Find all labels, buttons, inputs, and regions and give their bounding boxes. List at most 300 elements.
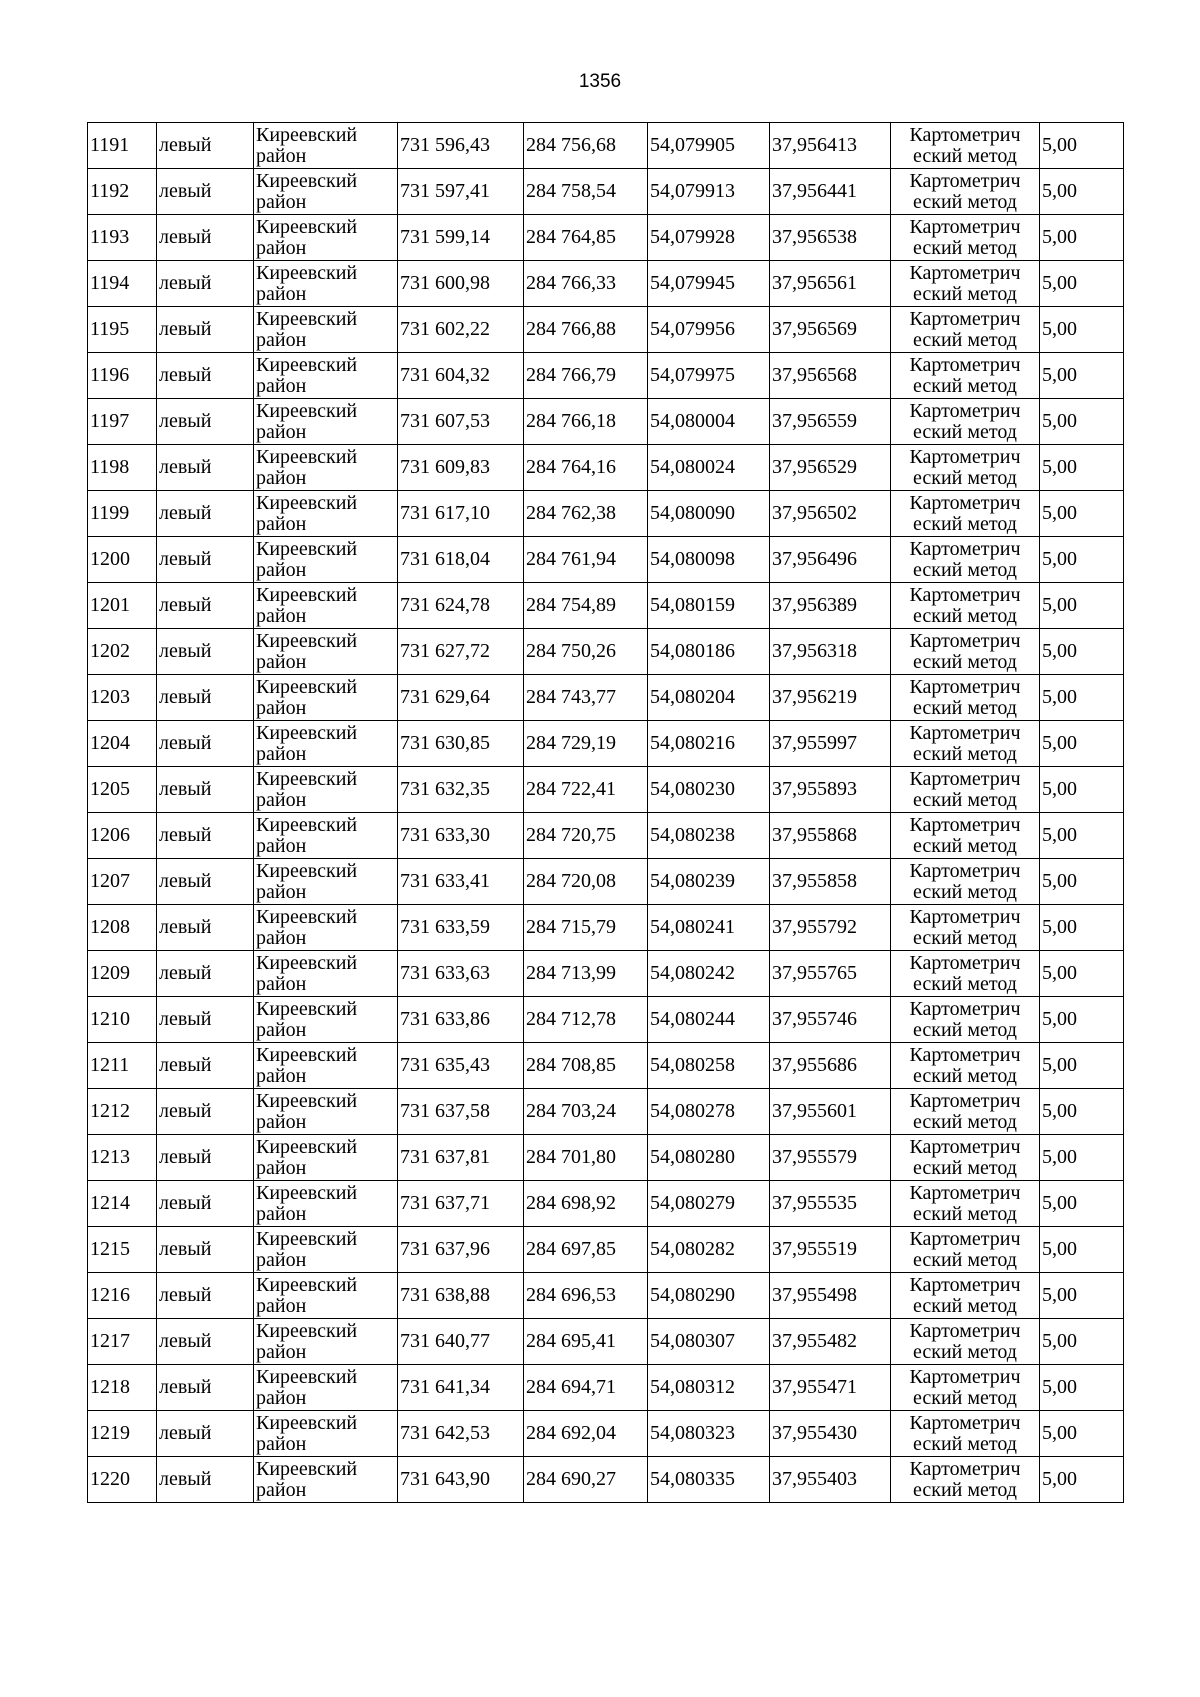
- method-line-2: еский метод: [913, 512, 1017, 535]
- accuracy-cell: 5,00: [1040, 307, 1124, 353]
- accuracy-cell: 5,00: [1040, 1273, 1124, 1319]
- district-line-2: район: [256, 742, 307, 765]
- district-line-2: район: [256, 1202, 307, 1225]
- method-line-1: Картометрич: [909, 1181, 1021, 1204]
- method-line-2: еский метод: [913, 696, 1017, 719]
- latitude-cell: 54,079928: [648, 215, 770, 261]
- table-row: [88, 905, 1124, 951]
- latitude-cell: 54,080004: [648, 399, 770, 445]
- district-line-1: Киреевский: [256, 1457, 358, 1480]
- table-row: [88, 399, 1124, 445]
- longitude-cell: 37,956559: [770, 399, 891, 445]
- district-cell: [254, 1273, 398, 1319]
- point-number-cell: 1207: [88, 859, 157, 905]
- table-row: [88, 1181, 1124, 1227]
- district-line-1: Киреевский: [256, 353, 358, 376]
- x-coordinate-cell: 731 640,77: [398, 1319, 524, 1365]
- x-coordinate-cell: 731 637,81: [398, 1135, 524, 1181]
- district-line-1: Киреевский: [256, 261, 358, 284]
- x-coordinate-cell: 731 627,72: [398, 629, 524, 675]
- latitude-cell: 54,079945: [648, 261, 770, 307]
- accuracy-cell: 5,00: [1040, 675, 1124, 721]
- x-coordinate-cell: 731 629,64: [398, 675, 524, 721]
- district-line-2: район: [256, 1432, 307, 1455]
- method-line-2: еский метод: [913, 650, 1017, 673]
- method-line-1: Картометрич: [909, 721, 1021, 744]
- point-number-cell: 1217: [88, 1319, 157, 1365]
- method-line-2: еский метод: [913, 1156, 1017, 1179]
- y-coordinate-cell: 284 708,85: [524, 1043, 648, 1089]
- longitude-cell: 37,955519: [770, 1227, 891, 1273]
- method-cell: [891, 261, 1040, 307]
- accuracy-cell: 5,00: [1040, 1135, 1124, 1181]
- method-line-1: Картометрич: [909, 307, 1021, 330]
- longitude-cell: 37,956413: [770, 123, 891, 169]
- latitude-cell: 54,080204: [648, 675, 770, 721]
- method-cell: [891, 445, 1040, 491]
- latitude-cell: 54,080238: [648, 813, 770, 859]
- district-line-2: район: [256, 282, 307, 305]
- y-coordinate-cell: 284 715,79: [524, 905, 648, 951]
- method-cell: [891, 905, 1040, 951]
- side-cell: левый: [157, 767, 254, 813]
- point-number-cell: 1205: [88, 767, 157, 813]
- method-line-1: Картометрич: [909, 215, 1021, 238]
- method-line-2: еский метод: [913, 1478, 1017, 1501]
- point-number-cell: 1191: [88, 123, 157, 169]
- district-line-2: район: [256, 1064, 307, 1087]
- x-coordinate-cell: 731 633,86: [398, 997, 524, 1043]
- method-line-1: Картометрич: [909, 1273, 1021, 1296]
- x-coordinate-cell: 731 602,22: [398, 307, 524, 353]
- side-cell: левый: [157, 537, 254, 583]
- table-row: [88, 169, 1124, 215]
- latitude-cell: 54,080312: [648, 1365, 770, 1411]
- table-row: [88, 215, 1124, 261]
- method-cell: [891, 859, 1040, 905]
- table-row: [88, 1043, 1124, 1089]
- point-number-cell: 1197: [88, 399, 157, 445]
- side-cell: левый: [157, 675, 254, 721]
- method-line-1: Картометрич: [909, 1365, 1021, 1388]
- x-coordinate-cell: 731 637,58: [398, 1089, 524, 1135]
- y-coordinate-cell: 284 766,79: [524, 353, 648, 399]
- x-coordinate-cell: 731 633,41: [398, 859, 524, 905]
- method-line-2: еский метод: [913, 328, 1017, 351]
- district-line-1: Киреевский: [256, 675, 358, 698]
- y-coordinate-cell: 284 729,19: [524, 721, 648, 767]
- side-cell: левый: [157, 1457, 254, 1503]
- district-cell: [254, 215, 398, 261]
- y-coordinate-cell: 284 764,85: [524, 215, 648, 261]
- accuracy-cell: 5,00: [1040, 491, 1124, 537]
- method-cell: [891, 813, 1040, 859]
- latitude-cell: 54,080290: [648, 1273, 770, 1319]
- method-cell: [891, 307, 1040, 353]
- method-line-1: Картометрич: [909, 353, 1021, 376]
- accuracy-cell: 5,00: [1040, 261, 1124, 307]
- side-cell: левый: [157, 997, 254, 1043]
- district-line-2: район: [256, 972, 307, 995]
- method-cell: [891, 675, 1040, 721]
- district-line-1: Киреевский: [256, 951, 358, 974]
- y-coordinate-cell: 284 743,77: [524, 675, 648, 721]
- x-coordinate-cell: 731 633,63: [398, 951, 524, 997]
- y-coordinate-cell: 284 758,54: [524, 169, 648, 215]
- point-number-cell: 1214: [88, 1181, 157, 1227]
- point-number-cell: 1193: [88, 215, 157, 261]
- longitude-cell: 37,955535: [770, 1181, 891, 1227]
- latitude-cell: 54,080241: [648, 905, 770, 951]
- x-coordinate-cell: 731 635,43: [398, 1043, 524, 1089]
- side-cell: левый: [157, 353, 254, 399]
- method-line-1: Картометрич: [909, 997, 1021, 1020]
- table-row: [88, 1457, 1124, 1503]
- latitude-cell: 54,080098: [648, 537, 770, 583]
- district-cell: [254, 951, 398, 997]
- district-cell: [254, 905, 398, 951]
- district-cell: [254, 1457, 398, 1503]
- longitude-cell: 37,956219: [770, 675, 891, 721]
- district-line-2: район: [256, 1156, 307, 1179]
- district-cell: [254, 583, 398, 629]
- side-cell: левый: [157, 261, 254, 307]
- district-cell: [254, 1411, 398, 1457]
- district-line-1: Киреевский: [256, 445, 358, 468]
- district-cell: [254, 307, 398, 353]
- method-line-2: еский метод: [913, 1340, 1017, 1363]
- district-line-1: Киреевский: [256, 905, 358, 928]
- district-line-2: район: [256, 1018, 307, 1041]
- method-line-2: еский метод: [913, 282, 1017, 305]
- method-line-1: Картометрич: [909, 169, 1021, 192]
- accuracy-cell: 5,00: [1040, 169, 1124, 215]
- x-coordinate-cell: 731 607,53: [398, 399, 524, 445]
- method-line-1: Картометрич: [909, 675, 1021, 698]
- y-coordinate-cell: 284 756,68: [524, 123, 648, 169]
- table-row: [88, 1411, 1124, 1457]
- point-number-cell: 1215: [88, 1227, 157, 1273]
- side-cell: левый: [157, 721, 254, 767]
- method-line-2: еский метод: [913, 742, 1017, 765]
- method-line-1: Картометрич: [909, 767, 1021, 790]
- method-cell: [891, 629, 1040, 675]
- district-cell: [254, 491, 398, 537]
- district-cell: [254, 169, 398, 215]
- point-number-cell: 1210: [88, 997, 157, 1043]
- side-cell: левый: [157, 399, 254, 445]
- district-cell: [254, 1365, 398, 1411]
- method-cell: [891, 767, 1040, 813]
- y-coordinate-cell: 284 750,26: [524, 629, 648, 675]
- district-line-2: район: [256, 512, 307, 535]
- district-line-1: Киреевский: [256, 997, 358, 1020]
- x-coordinate-cell: 731 599,14: [398, 215, 524, 261]
- accuracy-cell: 5,00: [1040, 859, 1124, 905]
- method-line-2: еский метод: [913, 1018, 1017, 1041]
- district-line-1: Киреевский: [256, 1089, 358, 1112]
- method-line-1: Картометрич: [909, 1043, 1021, 1066]
- point-number-cell: 1219: [88, 1411, 157, 1457]
- accuracy-cell: 5,00: [1040, 399, 1124, 445]
- side-cell: левый: [157, 1273, 254, 1319]
- point-number-cell: 1218: [88, 1365, 157, 1411]
- method-cell: [891, 491, 1040, 537]
- method-line-2: еский метод: [913, 1110, 1017, 1133]
- method-line-1: Картометрич: [909, 951, 1021, 974]
- method-line-1: Картометрич: [909, 537, 1021, 560]
- longitude-cell: 37,955403: [770, 1457, 891, 1503]
- method-line-2: еский метод: [913, 558, 1017, 581]
- x-coordinate-cell: 731 642,53: [398, 1411, 524, 1457]
- district-cell: [254, 1227, 398, 1273]
- method-cell: [891, 1043, 1040, 1089]
- longitude-cell: 37,955601: [770, 1089, 891, 1135]
- method-cell: [891, 399, 1040, 445]
- district-cell: [254, 123, 398, 169]
- point-number-cell: 1209: [88, 951, 157, 997]
- latitude-cell: 54,079975: [648, 353, 770, 399]
- district-cell: [254, 1135, 398, 1181]
- table-row: [88, 491, 1124, 537]
- district-line-1: Киреевский: [256, 1043, 358, 1066]
- x-coordinate-cell: 731 633,30: [398, 813, 524, 859]
- table-row: [88, 583, 1124, 629]
- accuracy-cell: 5,00: [1040, 997, 1124, 1043]
- method-cell: [891, 583, 1040, 629]
- district-cell: [254, 1319, 398, 1365]
- table-row: [88, 261, 1124, 307]
- district-cell: [254, 353, 398, 399]
- longitude-cell: 37,956569: [770, 307, 891, 353]
- point-number-cell: 1194: [88, 261, 157, 307]
- point-number-cell: 1200: [88, 537, 157, 583]
- method-cell: [891, 353, 1040, 399]
- accuracy-cell: 5,00: [1040, 215, 1124, 261]
- method-cell: [891, 169, 1040, 215]
- longitude-cell: 37,955498: [770, 1273, 891, 1319]
- table-row: [88, 1227, 1124, 1273]
- district-line-2: район: [256, 650, 307, 673]
- accuracy-cell: 5,00: [1040, 1457, 1124, 1503]
- side-cell: левый: [157, 169, 254, 215]
- district-line-1: Киреевский: [256, 123, 358, 146]
- method-line-2: еский метод: [913, 1294, 1017, 1317]
- latitude-cell: 54,080242: [648, 951, 770, 997]
- accuracy-cell: 5,00: [1040, 123, 1124, 169]
- method-line-1: Картометрич: [909, 583, 1021, 606]
- district-cell: [254, 997, 398, 1043]
- y-coordinate-cell: 284 712,78: [524, 997, 648, 1043]
- method-cell: [891, 537, 1040, 583]
- method-cell: [891, 1457, 1040, 1503]
- longitude-cell: 37,955686: [770, 1043, 891, 1089]
- side-cell: левый: [157, 1135, 254, 1181]
- table-row: [88, 307, 1124, 353]
- district-line-1: Киреевский: [256, 767, 358, 790]
- x-coordinate-cell: 731 624,78: [398, 583, 524, 629]
- side-cell: левый: [157, 905, 254, 951]
- side-cell: левый: [157, 123, 254, 169]
- longitude-cell: 37,955482: [770, 1319, 891, 1365]
- point-number-cell: 1199: [88, 491, 157, 537]
- district-line-2: район: [256, 144, 307, 167]
- method-line-2: еский метод: [913, 190, 1017, 213]
- method-line-2: еский метод: [913, 1386, 1017, 1409]
- method-line-1: Картометрич: [909, 1457, 1021, 1480]
- accuracy-cell: 5,00: [1040, 1089, 1124, 1135]
- y-coordinate-cell: 284 694,71: [524, 1365, 648, 1411]
- method-line-1: Картометрич: [909, 629, 1021, 652]
- method-line-1: Картометрич: [909, 905, 1021, 928]
- table-row: [88, 859, 1124, 905]
- district-line-2: район: [256, 466, 307, 489]
- latitude-cell: 54,080244: [648, 997, 770, 1043]
- accuracy-cell: 5,00: [1040, 813, 1124, 859]
- side-cell: левый: [157, 629, 254, 675]
- district-line-2: район: [256, 926, 307, 949]
- latitude-cell: 54,080230: [648, 767, 770, 813]
- x-coordinate-cell: 731 632,35: [398, 767, 524, 813]
- x-coordinate-cell: 731 641,34: [398, 1365, 524, 1411]
- accuracy-cell: 5,00: [1040, 445, 1124, 491]
- method-line-2: еский метод: [913, 788, 1017, 811]
- y-coordinate-cell: 284 766,18: [524, 399, 648, 445]
- latitude-cell: 54,080278: [648, 1089, 770, 1135]
- method-line-2: еский метод: [913, 834, 1017, 857]
- method-line-1: Картометрич: [909, 123, 1021, 146]
- district-line-1: Киреевский: [256, 1181, 358, 1204]
- latitude-cell: 54,080279: [648, 1181, 770, 1227]
- latitude-cell: 54,080307: [648, 1319, 770, 1365]
- longitude-cell: 37,956502: [770, 491, 891, 537]
- district-cell: [254, 1089, 398, 1135]
- side-cell: левый: [157, 813, 254, 859]
- method-cell: [891, 215, 1040, 261]
- district-cell: [254, 445, 398, 491]
- district-line-1: Киреевский: [256, 813, 358, 836]
- point-number-cell: 1212: [88, 1089, 157, 1135]
- latitude-cell: 54,080280: [648, 1135, 770, 1181]
- district-line-2: район: [256, 328, 307, 351]
- district-cell: [254, 813, 398, 859]
- y-coordinate-cell: 284 713,99: [524, 951, 648, 997]
- longitude-cell: 37,956561: [770, 261, 891, 307]
- y-coordinate-cell: 284 754,89: [524, 583, 648, 629]
- longitude-cell: 37,955579: [770, 1135, 891, 1181]
- district-line-1: Киреевский: [256, 721, 358, 744]
- side-cell: левый: [157, 583, 254, 629]
- district-line-2: район: [256, 1478, 307, 1501]
- method-cell: [891, 1365, 1040, 1411]
- table-row: [88, 721, 1124, 767]
- method-line-1: Картометрич: [909, 1089, 1021, 1112]
- district-line-2: район: [256, 236, 307, 259]
- latitude-cell: 54,080258: [648, 1043, 770, 1089]
- district-line-2: район: [256, 190, 307, 213]
- side-cell: левый: [157, 1227, 254, 1273]
- district-cell: [254, 261, 398, 307]
- y-coordinate-cell: 284 766,88: [524, 307, 648, 353]
- x-coordinate-cell: 731 617,10: [398, 491, 524, 537]
- x-coordinate-cell: 731 633,59: [398, 905, 524, 951]
- point-number-cell: 1198: [88, 445, 157, 491]
- table-row: [88, 1319, 1124, 1365]
- point-number-cell: 1204: [88, 721, 157, 767]
- district-line-1: Киреевский: [256, 1227, 358, 1250]
- method-line-1: Картометрич: [909, 1135, 1021, 1158]
- method-line-2: еский метод: [913, 972, 1017, 995]
- method-line-2: еский метод: [913, 374, 1017, 397]
- accuracy-cell: 5,00: [1040, 1319, 1124, 1365]
- table-row: [88, 767, 1124, 813]
- side-cell: левый: [157, 859, 254, 905]
- method-cell: [891, 123, 1040, 169]
- latitude-cell: 54,080090: [648, 491, 770, 537]
- method-line-1: Картометрич: [909, 1319, 1021, 1342]
- district-line-1: Киреевский: [256, 537, 358, 560]
- district-line-2: район: [256, 1294, 307, 1317]
- latitude-cell: 54,079905: [648, 123, 770, 169]
- method-cell: [891, 951, 1040, 997]
- district-line-1: Киреевский: [256, 215, 358, 238]
- district-cell: [254, 1043, 398, 1089]
- point-number-cell: 1196: [88, 353, 157, 399]
- district-cell: [254, 859, 398, 905]
- side-cell: левый: [157, 1365, 254, 1411]
- latitude-cell: 54,079956: [648, 307, 770, 353]
- y-coordinate-cell: 284 701,80: [524, 1135, 648, 1181]
- district-line-1: Киреевский: [256, 307, 358, 330]
- latitude-cell: 54,080239: [648, 859, 770, 905]
- method-line-2: еский метод: [913, 880, 1017, 903]
- table-row: [88, 675, 1124, 721]
- method-line-2: еский метод: [913, 1202, 1017, 1225]
- x-coordinate-cell: 731 637,96: [398, 1227, 524, 1273]
- accuracy-cell: 5,00: [1040, 583, 1124, 629]
- district-line-2: район: [256, 696, 307, 719]
- method-cell: [891, 1089, 1040, 1135]
- method-line-2: еский метод: [913, 1432, 1017, 1455]
- district-line-1: Киреевский: [256, 1273, 358, 1296]
- table-row: [88, 1089, 1124, 1135]
- x-coordinate-cell: 731 597,41: [398, 169, 524, 215]
- point-number-cell: 1211: [88, 1043, 157, 1089]
- district-line-2: район: [256, 1248, 307, 1271]
- point-number-cell: 1213: [88, 1135, 157, 1181]
- table-row: [88, 445, 1124, 491]
- y-coordinate-cell: 284 766,33: [524, 261, 648, 307]
- table-row: [88, 951, 1124, 997]
- method-line-1: Картометрич: [909, 399, 1021, 422]
- side-cell: левый: [157, 1089, 254, 1135]
- x-coordinate-cell: 731 638,88: [398, 1273, 524, 1319]
- accuracy-cell: 5,00: [1040, 767, 1124, 813]
- longitude-cell: 37,955746: [770, 997, 891, 1043]
- accuracy-cell: 5,00: [1040, 1411, 1124, 1457]
- method-line-1: Картометрич: [909, 859, 1021, 882]
- district-line-2: район: [256, 420, 307, 443]
- side-cell: левый: [157, 1411, 254, 1457]
- district-line-1: Киреевский: [256, 399, 358, 422]
- y-coordinate-cell: 284 764,16: [524, 445, 648, 491]
- side-cell: левый: [157, 1319, 254, 1365]
- accuracy-cell: 5,00: [1040, 537, 1124, 583]
- district-line-1: Киреевский: [256, 169, 358, 192]
- longitude-cell: 37,956568: [770, 353, 891, 399]
- page-number: 1356: [578, 71, 622, 92]
- accuracy-cell: 5,00: [1040, 1227, 1124, 1273]
